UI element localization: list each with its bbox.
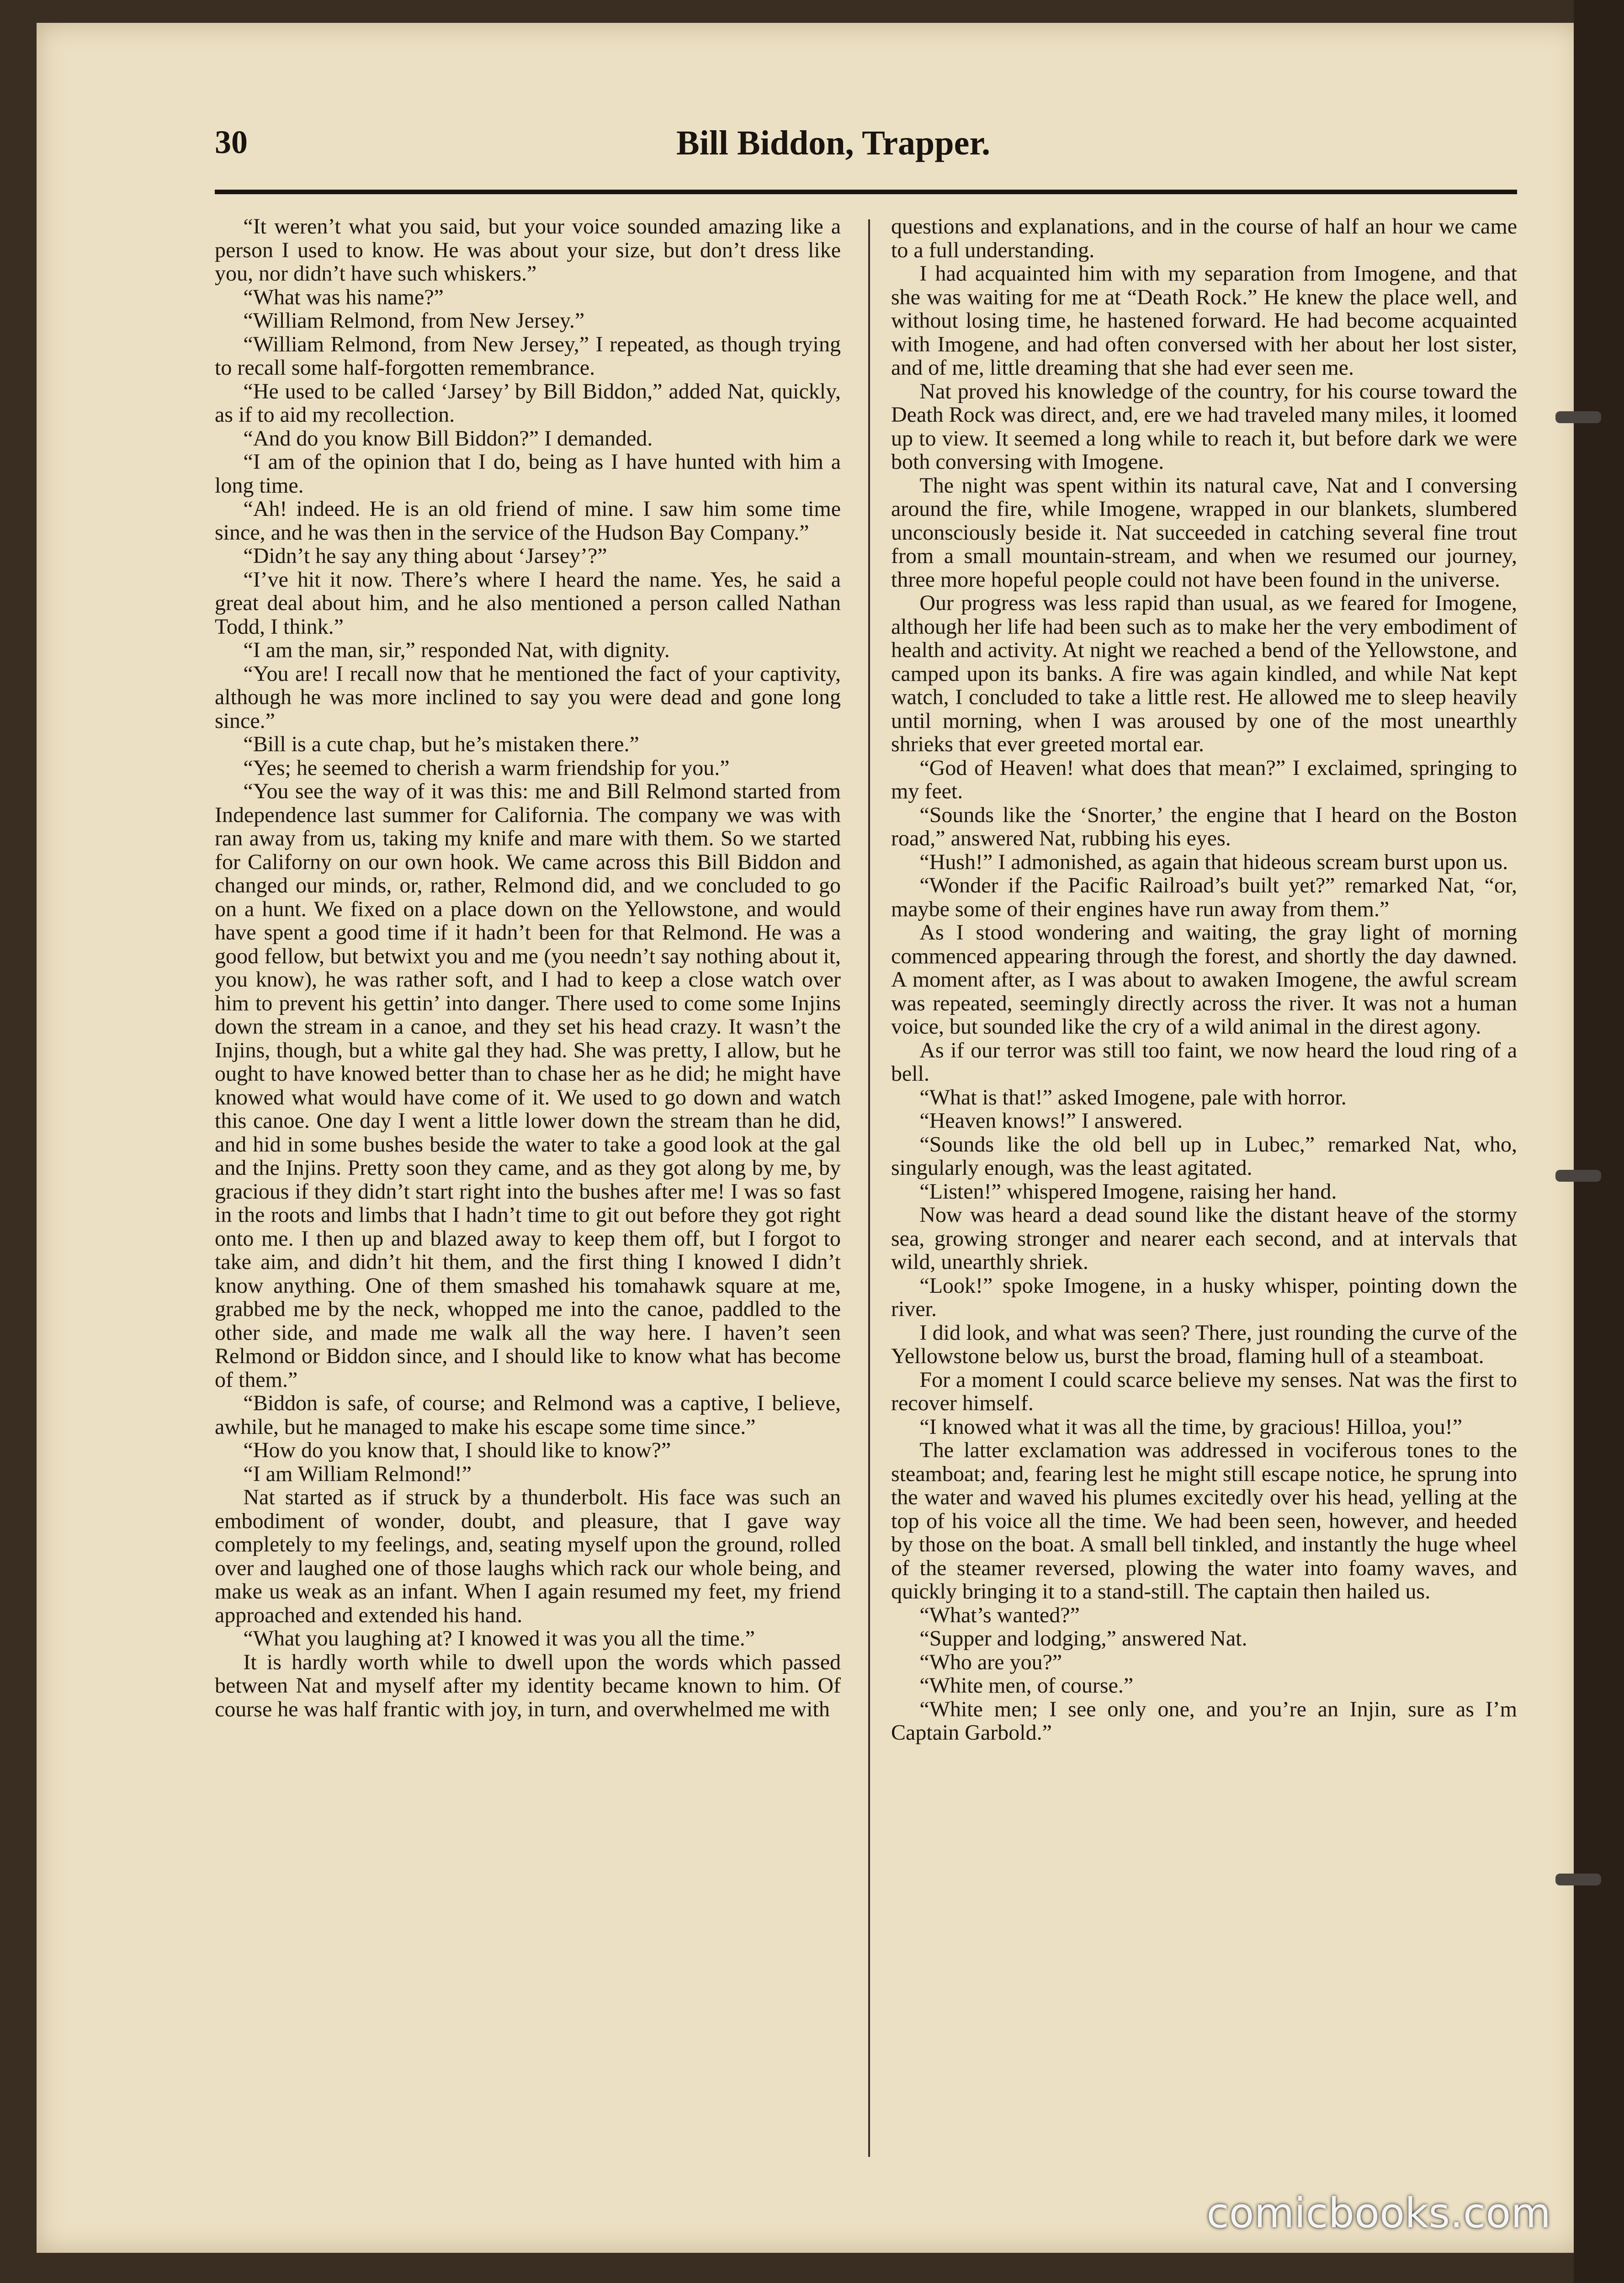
paragraph: “Biddon is safe, of course; and Relmond was a captive, I believe, awhile, but he managed to make his escape some time since.” xyxy=(215,1391,841,1439)
paragraph: “I am the man, sir,” responded Nat, with dignity. xyxy=(243,638,670,662)
paragraph: “You are! I recall now that he mentioned the fact of your captivity, although he was more inclined to say you were dead and gone long since.” xyxy=(215,661,841,733)
paragraph: The night was spent within its natural cave, Nat and I conversing around the fire, while Imogene, wrapped in our blankets, slumbered unconsciously beside it. Nat succeeded in catching several fine trout from a small mountain-stream, and when we resumed our journey, three more hopeful people could not have been found in the universe. xyxy=(891,473,1517,592)
paragraph: “What’s wanted?” xyxy=(919,1603,1080,1627)
book-spine xyxy=(1574,0,1624,2283)
paragraph: “William Relmond, from New Jersey,” I repeated, as though trying to recall some half-forgotten remembrance. xyxy=(215,332,841,380)
paragraph: “Hush!” I admonished, as again that hideous scream burst upon us. xyxy=(919,849,1508,874)
paragraph: “Sounds like the ‘Snorter,’ the engine that I heard on the Boston road,” answered Nat, rubbing his eyes. xyxy=(891,802,1517,850)
paragraph: “God of Heaven! what does that mean?” I exclaimed, springing to my feet. xyxy=(891,755,1517,803)
paragraph: Now was heard a dead sound like the distant heave of the stormy sea, growing stronger and nearer each second, and at intervals that wild, unearthly shriek. xyxy=(891,1203,1517,1274)
paragraph: “What is that!” asked Imogene, pale with horror. xyxy=(919,1085,1347,1110)
paragraph: I had acquainted him with my separation from Imogene, and that she was waiting for me at “Death Rock.” He knew the place well, and without losing time, he hastened forward. He had become acquainted with Imogene, and had often conversed with her about her lost sister, and of me, little dreaming that she had ever seen me. xyxy=(891,261,1517,380)
header-rule xyxy=(215,190,1517,194)
paragraph: As I stood wondering and waiting, the gray light of morning commenced appearing through the forest, and shortly the day dawned. A moment after, as I was about to awaken Imogene, the awful scream was repeated, seemingly directly across the river. It was not a human voice, but sounded like the cry of a wild animal in the direst agony. xyxy=(891,920,1517,1039)
paragraph: Our progress was less rapid than usual, as we feared for Imogene, although her life had been such as to make her the very embodiment of health and activity. At night we reached a bend of the Yellowstone, and camped upon its banks. A fire was again kindled, and while Nat kept watch, I concluded to take a little rest. He allowed me to sleep heavily until morning, when I was aroused by one of the most unearthly shrieks that ever greeted mortal ear. xyxy=(891,591,1517,756)
paragraph: “How do you know that, I should like to know?” xyxy=(243,1438,671,1462)
paragraph: “White men, of course.” xyxy=(919,1673,1134,1698)
paragraph: It is hardly worth while to dwell upon the words which passed between Nat and myself after my identity became known to him. Of course he was half frantic with joy, in turn, and overwhelmed me with xyxy=(215,1650,841,1721)
paragraph: “I knowed what it was all the time, by gracious! Hilloa, you!” xyxy=(919,1414,1463,1439)
paragraph: “What you laughing at? I knowed it was you all the time.” xyxy=(243,1626,755,1651)
paragraph: “Wonder if the Pacific Railroad’s built yet?” remarked Nat, “or, maybe some of their engines have run away from them.” xyxy=(891,873,1517,921)
binding-stitch xyxy=(1555,411,1601,423)
paragraph: questions and explanations, and in the course of half an hour we came to a full understanding. xyxy=(891,215,1517,262)
paragraph: The latter exclamation was addressed in vociferous tones to the steamboat; and, fearing lest he might still escape notice, he sprung into the water and waved his plumes excitedly over his head, yelling at the top of his voice all the time. We had been seen, however, and heeded by those on the boat. A small bell tinkled, and instantly the huge wheel of the steamer reversed, plowing the water into foamy waves, and quickly bringing it to a stand-still. The captain then hailed us. xyxy=(891,1438,1517,1603)
binding-stitch xyxy=(1555,1874,1601,1885)
page-header xyxy=(174,110,1517,178)
paragraph: “Heaven knows!” I answered. xyxy=(919,1109,1183,1133)
column-divider xyxy=(868,219,870,2157)
paragraph: I did look, and what was seen? There, just rounding the curve of the Yellowstone below us, burst the broad, flaming hull of a steamboat. xyxy=(891,1320,1517,1368)
paragraph: Nat proved his knowledge of the country, for his course toward the Death Rock was direct, and, ere we had traveled many miles, it loomed up to view. It seemed a long while to reach it, but before dark we were both conversing with Imogene. xyxy=(891,379,1517,474)
paragraph: “I am of the opinion that I do, being as I have hunted with him a long time. xyxy=(215,450,841,498)
paragraph: “Look!” spoke Imogene, in a husky whisper, pointing down the river. xyxy=(891,1273,1517,1321)
paragraph: For a moment I could scarce believe my senses. Nat was the first to recover himself. xyxy=(891,1367,1517,1415)
paragraph: “Ah! indeed. He is an old friend of mine. I saw him some time since, and he was then in the service of the Hudson Bay Company.” xyxy=(215,497,841,545)
text-columns xyxy=(174,215,1517,2180)
paragraph: “Supper and lodging,” answered Nat. xyxy=(919,1626,1247,1651)
running-title: Bill Biddon, Trapper. xyxy=(676,124,991,162)
paragraph: “It weren’t what you said, but your voice sounded amazing like a person I used to know. He was about your size, but don’t dress like you, nor didn’t have such whiskers.” xyxy=(215,215,841,286)
right-column xyxy=(891,215,1517,2171)
paragraph: “Bill is a cute chap, but he’s mistaken there.” xyxy=(243,732,639,756)
paragraph: “Yes; he seemed to cherish a warm friendship for you.” xyxy=(243,755,730,780)
paragraph: Nat started as if struck by a thunderbolt. His face was such an embodiment of wonder, doubt, and pleasure, that I gave way completely to my feelings, and, seating myself upon the ground, rolled over and laughed one of those laughs which rack our whole being, and make us weak as an infant. When I again resumed my feet, my friend approached and extended his hand. xyxy=(215,1485,841,1627)
binding-stitch xyxy=(1555,1170,1601,1182)
paragraph: “William Relmond, from New Jersey.” xyxy=(243,308,585,333)
paragraph: “Listen!” whispered Imogene, raising her hand. xyxy=(919,1179,1337,1204)
paragraph: “White men; I see only one, and you’re an Injin, sure as I’m Captain Garbold.” xyxy=(891,1697,1517,1745)
paragraph: “And do you know Bill Biddon?” I demanded. xyxy=(243,426,653,451)
watermark-text: comicbooks.com xyxy=(1206,2189,1551,2237)
paragraph: “What was his name?” xyxy=(243,285,444,309)
book-page xyxy=(37,23,1581,2253)
paragraph: “Didn’t he say any thing about ‘Jarsey’?” xyxy=(243,544,607,568)
paragraph: “I am William Relmond!” xyxy=(243,1461,472,1486)
paragraph: “I’ve hit it now. There’s where I heard the name. Yes, he said a great deal about him, and he also mentioned a person called Nathan Todd, I think.” xyxy=(215,567,841,639)
page-number: 30 xyxy=(215,124,248,160)
paragraph: “He used to be called ‘Jarsey’ by Bill Biddon,” added Nat, quickly, as if to aid my recollection. xyxy=(215,379,841,427)
left-column xyxy=(215,215,841,2171)
paragraph: “Who are you?” xyxy=(919,1650,1062,1674)
paragraph: “You see the way of it was this: me and Bill Relmond started from Independence last summer for California. The company we was with ran away from us, taking my knife and mare with them. So we started for Californy on our own hook. We came across this Bill Biddon and changed our minds, or, rather, Relmond did, and we concluded to go on a hunt. We fixed on a place down on the Yellowstone, and would have spent a good time if it hadn’t been for that Relmond. He was a good fellow, but betwixt you and me (you needn’t say nothing about it, you know), he was rather soft, and I had to keep a close watch over him to prevent his gettin’ into danger. There used to come some Injins down the stream in a canoe, and they set his head crazy. It wasn’t the Injins, though, but a white gal they had. She was pretty, I allow, but he ought to have knowed better than to chase her as he did; he might have knowed what would have come of it. We used to go down and watch this canoe. One day I went a little lower down the stream than he did, and hid in some bushes beside the water to take a good look at the gal and the Injins. Pretty soon they came, and as they got along by me, by gracious if they didn’t start right into the bushes after me! I was so fast in the roots and limbs that I hadn’t time to git out before they got right onto me. I then up and blazed away to keep them off, but I forgot to take aim, and didn’t hit them, and the first thing I knowed I didn’t know anything. One of them smashed his tomahawk square at me, grabbed me by the neck, whopped me into the canoe, paddled to the other side, and made me walk all the way here. I haven’t seen Relmond or Biddon since, and I should like to know what has become of them.” xyxy=(215,779,841,1392)
paragraph: “Sounds like the old bell up in Lubec,” remarked Nat, who, singularly enough, was the least agitated. xyxy=(891,1132,1517,1180)
paragraph: As if our terror was still too faint, we now heard the loud ring of a bell. xyxy=(891,1038,1517,1086)
